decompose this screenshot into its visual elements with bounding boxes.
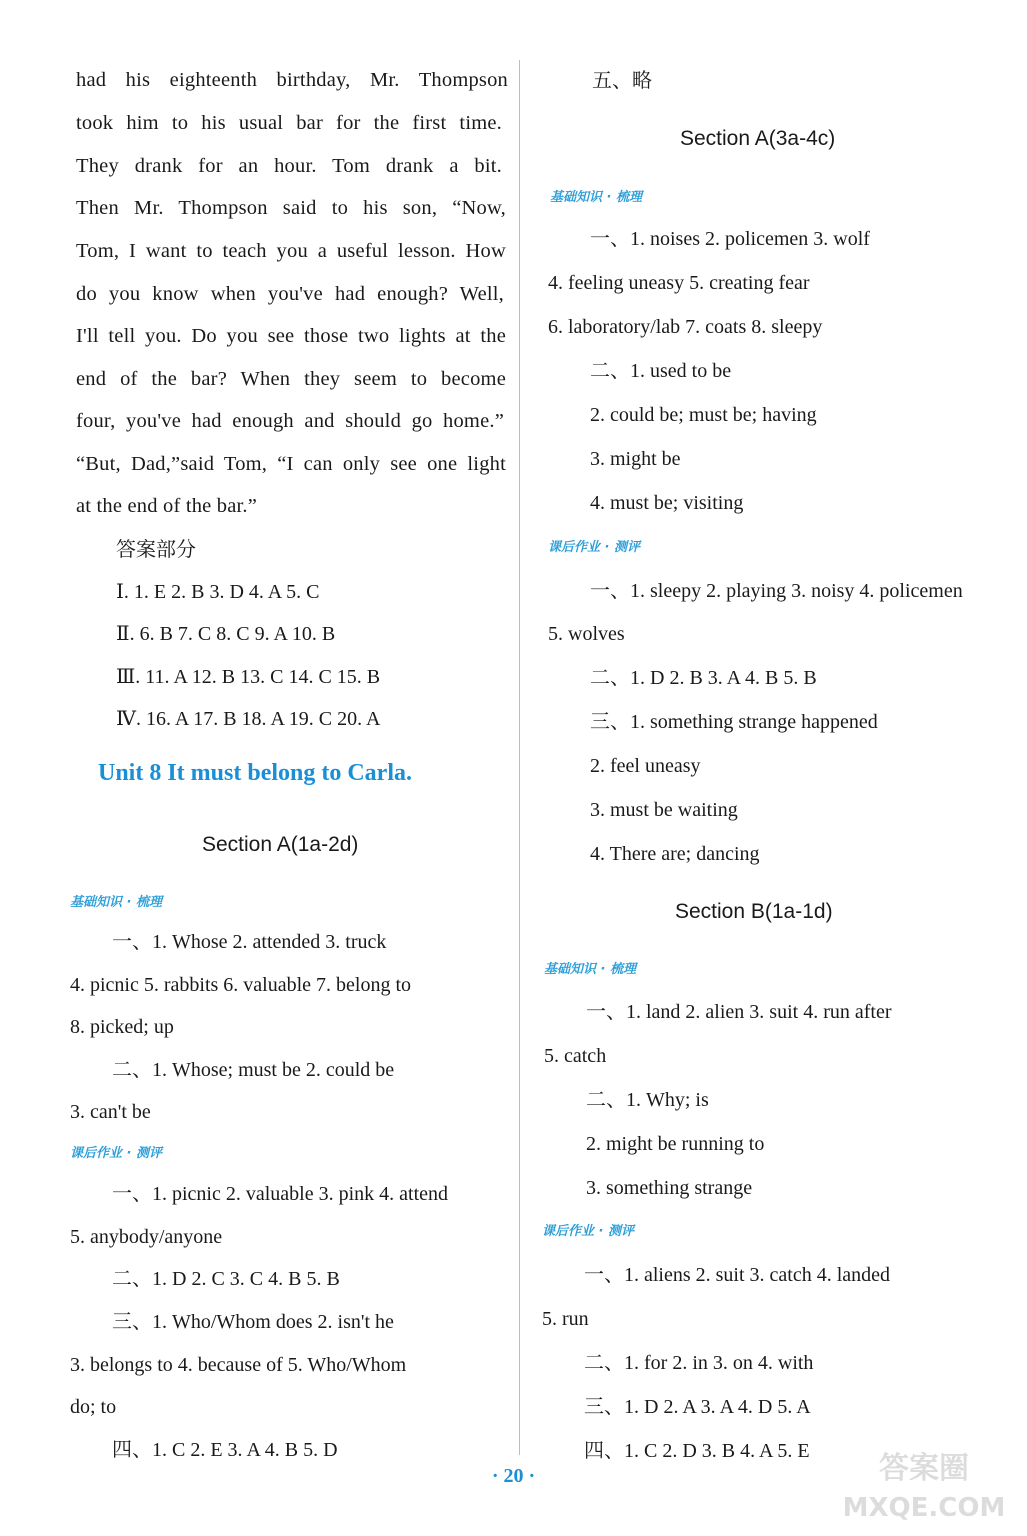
section-heading: Section B(1a-1d) xyxy=(675,900,833,923)
answer-row: 二、1. Whose; must be 2. could be xyxy=(112,1059,395,1081)
answer-row: 3. something strange xyxy=(586,1177,753,1199)
story-line: Tom, I want to teach you a useful lesson. How xyxy=(76,240,506,262)
answer-row: Ⅳ. 16. A 17. B 18. A 19. C 20. A xyxy=(116,708,381,730)
page-number: · 20 · xyxy=(491,1465,536,1487)
answer-row: 三、1. something strange happened xyxy=(590,711,878,733)
answer-row: 一、1. land 2. alien 3. suit 4. run after xyxy=(586,1001,892,1023)
story-line: They drank for an hour. Tom drank a bit. xyxy=(76,155,502,177)
answer-row: 四、1. C 2. E 3. A 4. B 5. D xyxy=(112,1439,338,1461)
answer-row: 5. anybody/anyone xyxy=(70,1226,223,1248)
answer-row: 二、1. D 2. C 3. C 4. B 5. B xyxy=(112,1268,340,1290)
svg-text:答案圈: 答案圈 xyxy=(879,1451,969,1486)
answer-row: 二、1. for 2. in 3. on 4. with xyxy=(584,1352,814,1374)
story-line: took him to his usual bar for the first time. xyxy=(76,112,502,134)
answer-row: 一、1. sleepy 2. playing 3. noisy 4. policemen xyxy=(590,580,963,602)
answer-row: Ⅰ. 1. E 2. B 3. D 4. A 5. C xyxy=(116,581,320,603)
answer-row: 三、1. Who/Whom does 2. isn't he xyxy=(112,1311,394,1333)
story-line: I'll tell you. Do you see those two lights at the xyxy=(76,325,506,347)
answer-row: 3. must be waiting xyxy=(590,799,738,821)
answer-row: 二、1. used to be xyxy=(590,360,732,382)
watermark-logo xyxy=(829,1438,1019,1528)
answer-row: 5. catch xyxy=(544,1045,607,1067)
answer-row: 2. might be running to xyxy=(586,1133,765,1155)
answer-row: Ⅲ. 11. A 12. B 13. C 14. C 15. B xyxy=(116,666,381,688)
answer-row: 二、1. D 2. B 3. A 4. B 5. B xyxy=(590,667,817,689)
section-tag: 课后作业 · 测评 xyxy=(542,1224,634,1239)
story-line: four, you've had enough and should go home.” xyxy=(76,410,504,432)
column-divider xyxy=(519,60,520,1455)
answer-row: 一、1. picnic 2. valuable 3. pink 4. attend xyxy=(112,1183,449,1205)
section-heading: Section A(3a-4c) xyxy=(680,127,836,150)
answer-row: 一、1. noises 2. policemen 3. wolf xyxy=(590,228,870,250)
answer-row: 2. feel uneasy xyxy=(590,755,701,777)
story-line: had his eighteenth birthday, Mr. Thompson xyxy=(76,69,508,91)
section-tag: 基础知识 · 梳理 xyxy=(70,895,162,910)
svg-text:MXQE.COM: MXQE.COM xyxy=(842,1493,1006,1523)
answer-row: 4. feeling uneasy 5. creating fear xyxy=(548,272,810,294)
answer-row: 2. could be; must be; having xyxy=(590,404,817,426)
section-tag: 基础知识 · 梳理 xyxy=(544,962,636,977)
section-tag: 课后作业 · 测评 xyxy=(548,540,640,555)
answer-row: 3. belongs to 4. because of 5. Who/Whom xyxy=(70,1354,407,1376)
story-line: end of the bar? When they seem to become xyxy=(76,368,506,390)
answer-row: 4. must be; visiting xyxy=(590,492,744,514)
story-line: Then Mr. Thompson said to his son, “Now, xyxy=(76,197,506,219)
story-line: at the end of the bar.” xyxy=(76,495,258,517)
answer-row: 5. wolves xyxy=(548,623,625,645)
section-tag: 课后作业 · 测评 xyxy=(70,1146,162,1161)
answer-row: Ⅱ. 6. B 7. C 8. C 9. A 10. B xyxy=(116,623,336,645)
unit-title: Unit 8 It must belong to Carla. xyxy=(98,760,413,786)
answer-row: 4. picnic 5. rabbits 6. valuable 7. belong to xyxy=(70,974,412,996)
answer-row: do; to xyxy=(70,1396,117,1418)
story-line: do you know when you've had enough? Well, xyxy=(76,283,504,305)
answer-row: 6. laboratory/lab 7. coats 8. sleepy xyxy=(548,316,823,338)
answer-row: 3. can't be xyxy=(70,1101,151,1123)
answer-row: 三、1. D 2. A 3. A 4. D 5. A xyxy=(584,1396,811,1418)
answer-row: 一、1. Whose 2. attended 3. truck xyxy=(112,931,387,953)
section-tag: 基础知识 · 梳理 xyxy=(550,190,642,205)
answer-row: 二、1. Why; is xyxy=(586,1089,709,1111)
answer-row: 8. picked; up xyxy=(70,1016,174,1038)
answer-row: 四、1. C 2. D 3. B 4. A 5. E xyxy=(584,1440,810,1462)
answer-heading: 答案部分 xyxy=(116,537,196,561)
answer-row: 5. run xyxy=(542,1308,589,1330)
answer-row: 五、略 xyxy=(592,68,652,92)
section-heading: Section A(1a-2d) xyxy=(202,833,359,856)
answer-row: 4. There are; dancing xyxy=(590,843,760,865)
answer-row: 一、1. aliens 2. suit 3. catch 4. landed xyxy=(584,1264,891,1286)
story-line: “But, Dad,”said Tom, “I can only see one light xyxy=(76,453,506,475)
answer-row: 3. might be xyxy=(590,448,681,470)
